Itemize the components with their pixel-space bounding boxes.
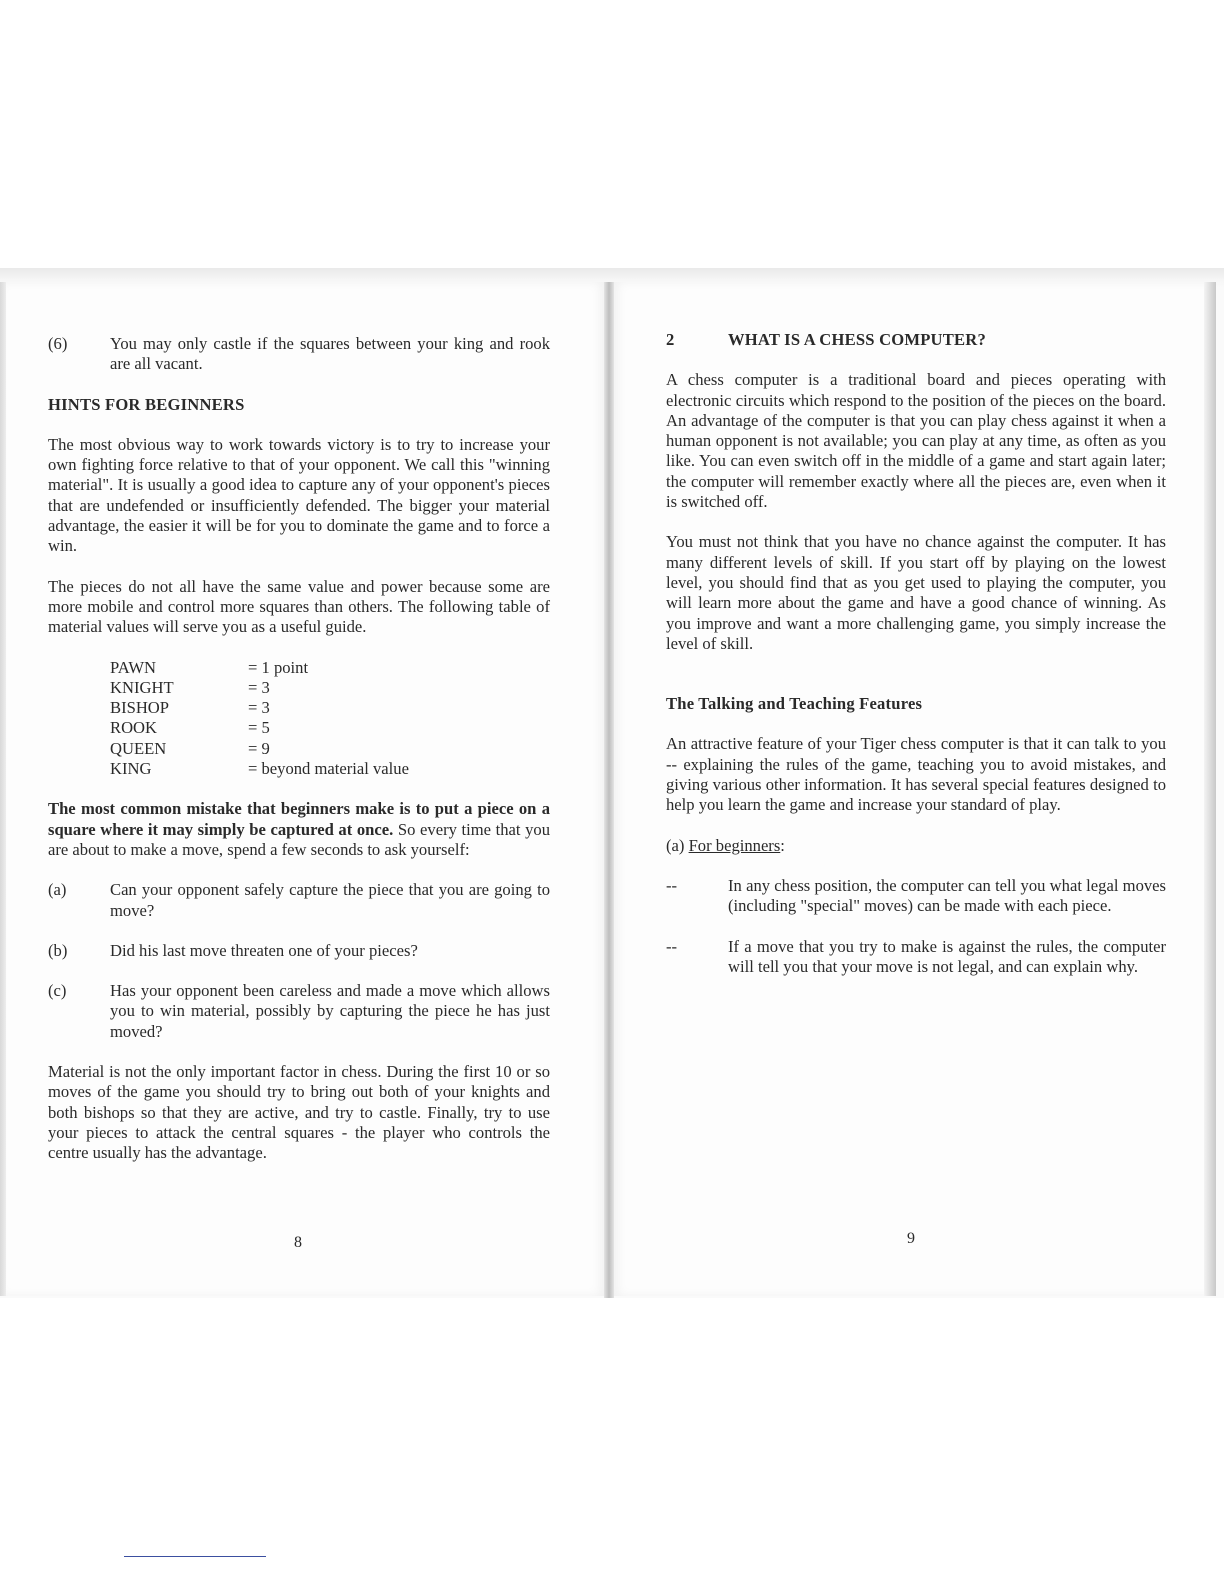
question-mark: (b) xyxy=(48,940,68,960)
common-mistake-rest: So every time that you are about to make a move, spend a few seconds to ask yourself: xyxy=(48,819,550,859)
bullet-dash: -- xyxy=(666,875,678,895)
section-heading xyxy=(666,330,1166,350)
bullet-item xyxy=(666,937,1166,978)
table-row xyxy=(110,759,550,779)
beginners-prefix: (a) xyxy=(666,835,689,855)
piece-name: KING xyxy=(110,759,152,779)
table-row xyxy=(110,718,550,738)
question-text: Did his last move threaten one of your pieces? xyxy=(110,940,418,960)
bullet-text: If a move that you try to make is against the rules, the computer will tell you that your move is not legal, and can explain why. xyxy=(728,936,1166,976)
book-gutter xyxy=(604,282,614,1298)
piece-value: = 5 xyxy=(248,718,270,738)
right-page-content xyxy=(666,330,1166,977)
table-row xyxy=(110,698,550,718)
rule-6 xyxy=(48,334,550,375)
material-paragraph: Material is not the only important factor in chess. During the first 10 or so moves of the game you should try to bring out both of your knights and both bishops so that they are active, and try to castle. Finally, try to use your pieces to attack the central squares - the player who controls the centre usually has the advantage. xyxy=(48,1062,550,1163)
bullet-item xyxy=(666,876,1166,917)
piece-name: KNIGHT xyxy=(110,677,174,697)
hints-paragraph-1: The most obvious way to work towards victory is to try to increase your own fighting force relative to that of your opponent. We call this "winning material". It is usually a good idea to capture any of your opponent's pieces that are undefended or insufficiently defended. The bigger your material advantage, the easier it will be for you to dominate the game and to force a win. xyxy=(48,434,550,556)
beginners-suffix: : xyxy=(780,835,785,855)
rule-6-text: You may only castle if the squares between your king and rook are all vacant. xyxy=(110,334,550,374)
rule-6-mark: (6) xyxy=(48,334,68,353)
piece-name: QUEEN xyxy=(110,738,167,758)
chess-computer-paragraph-1: A chess computer is a traditional board and pieces operating with electronic circuits which respond to the position of the pieces on the board. An advantage of the computer is that you can play chess against it when a human opponent is not available; you can play at any time, as often as you like. You can even switch off in the middle of a game and start again later; the computer will remember exactly where all the pieces are, even when it is switched off. xyxy=(666,370,1166,512)
right-page-edge xyxy=(1204,282,1216,1296)
beginners-label: For beginners xyxy=(688,835,781,855)
piece-name: BISHOP xyxy=(110,698,170,718)
talking-features-heading: The Talking and Teaching Features xyxy=(666,694,923,714)
section-title: WHAT IS A CHESS COMPUTER? xyxy=(728,330,986,349)
question-b xyxy=(48,941,550,961)
beginners-label-line xyxy=(666,836,1166,856)
section-number: 2 xyxy=(666,330,675,349)
question-c xyxy=(48,981,550,1042)
common-mistake-paragraph xyxy=(48,799,550,860)
question-mark: (a) xyxy=(48,880,67,900)
piece-value: = 1 point xyxy=(248,657,309,677)
piece-value: = 3 xyxy=(248,677,270,697)
question-a xyxy=(48,880,550,921)
table-row xyxy=(110,658,550,678)
material-values-table xyxy=(110,658,550,780)
page-number-left: 8 xyxy=(294,1234,302,1251)
piece-value: = 9 xyxy=(248,738,270,758)
piece-value: = beyond material value xyxy=(248,759,409,779)
question-text: Can your opponent safely capture the piece that you are going to move? xyxy=(110,880,550,920)
piece-value: = 3 xyxy=(248,698,270,718)
talking-features-paragraph: An attractive feature of your Tiger chess computer is that it can talk to you -- explaining the rules of the game, teaching you to avoid mistakes, and giving various other information. It has several special features designed to help you learn the game and increase your standard of play. xyxy=(666,734,1166,815)
hints-paragraph-2: The pieces do not all have the same value and power because some are more mobile and control more squares than others. The following table of material values will serve you as a useful guide. xyxy=(48,576,550,637)
table-row xyxy=(110,739,550,759)
bullet-text: In any chess position, the computer can tell you what legal moves (including "special" moves) can be made with each piece. xyxy=(728,875,1166,916)
left-page-content xyxy=(48,334,550,1164)
piece-name: PAWN xyxy=(110,657,157,677)
table-row xyxy=(110,678,550,698)
bullet-dash: -- xyxy=(666,936,678,956)
hints-heading: HINTS FOR BEGINNERS xyxy=(48,394,245,414)
chess-computer-paragraph-2: You must not think that you have no chance against the computer. It has many different levels of skill. If you start off by playing on the lowest level, you should find that as you get used to playing the computer, you will learn more about the game and have a good chance of winning. As you improve and want a more challenging game, you simply increase the level of skill. xyxy=(666,532,1166,653)
piece-name: ROOK xyxy=(110,718,158,738)
question-text: Has your opponent been careless and made a move which allows you to win material, possibly by capturing the piece he has just moved? xyxy=(110,981,550,1041)
bottom-rule xyxy=(124,1556,266,1557)
common-mistake-bold: The most common mistake that beginners make is to put a piece on a square where it may simply be captured at once. xyxy=(48,799,550,839)
page-number-right: 9 xyxy=(907,1230,915,1247)
question-mark: (c) xyxy=(48,981,67,1001)
